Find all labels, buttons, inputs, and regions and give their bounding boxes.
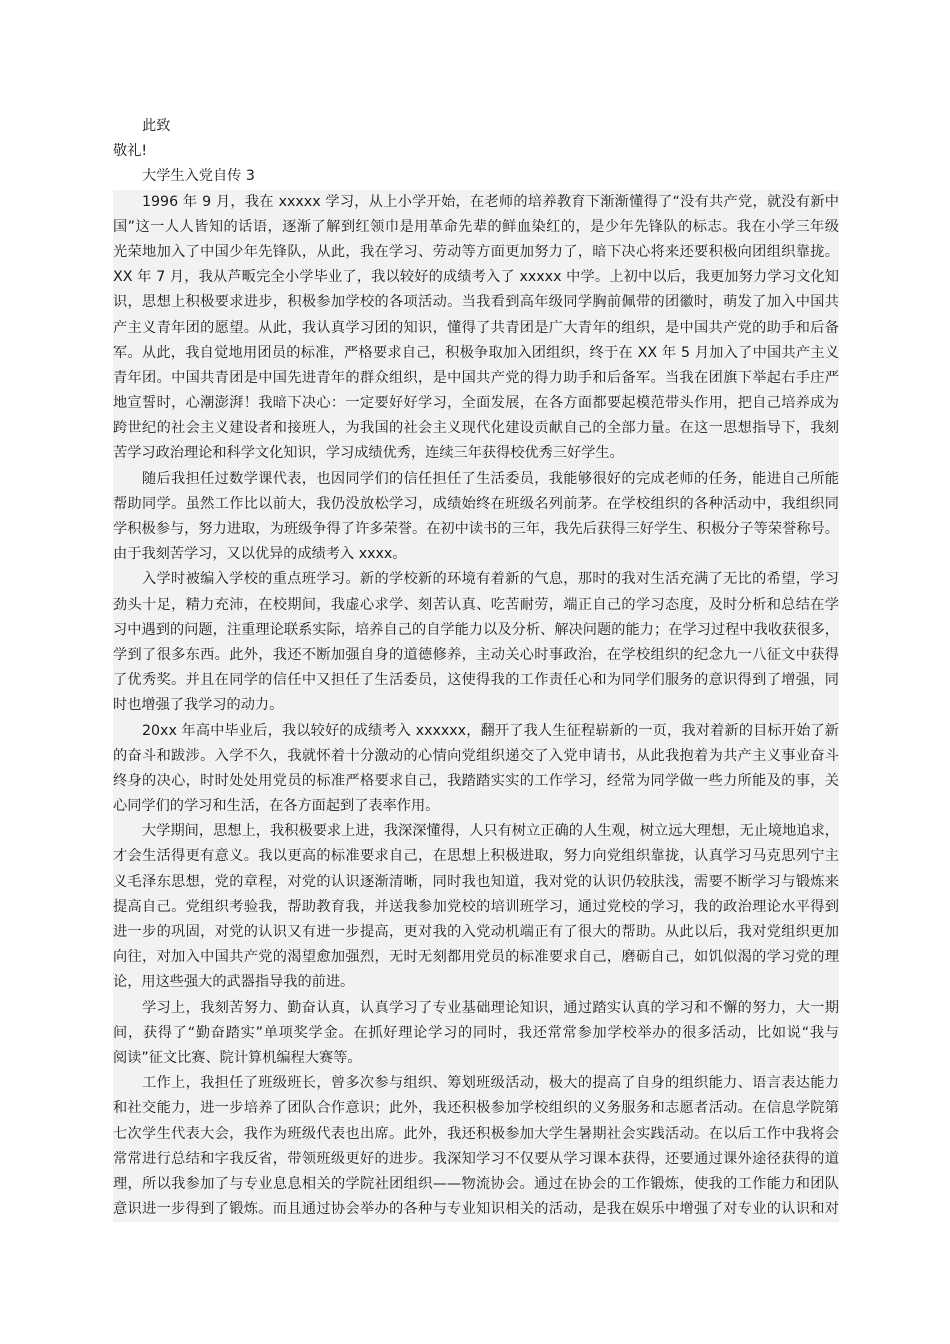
text-line: 理，所以我参加了与专业息息相关的学院社团组织——物流协会。通过在协会的工作锻炼，使我的工作能力和团队 xyxy=(113,1172,839,1197)
text-line: 了优秀奖。并且在同学的信任中又担任了生活委员，这使得我的工作责任心和为同学们服务的意识得到了增强，同 xyxy=(113,668,839,693)
text-line: 敬礼! xyxy=(113,143,148,160)
document-body xyxy=(113,114,839,1222)
text-line: 向往，对加入中国共产党的渴望愈加强烈，无时无刻都用党员的标准要求自己，磨砺自己，如饥似渴的学习党的理 xyxy=(113,945,839,970)
text-line: 七次学生代表大会，我作为班级代表也出席。此外，我还积极参加大学生暑期社会实践活动。在以后工作中我将会 xyxy=(113,1122,839,1147)
text-line: 帮助同学。虽然工作比以前大，我仍没放松学习，成绩始终在班级名列前茅。在学校组织的各种活动中，我组织同 xyxy=(113,492,839,517)
text-line: 军。从此，我自觉地用团员的标准，严格要求自己，积极争取加入团组织，终于在 XX 年 5 月加入了中国共产主义 xyxy=(113,341,839,366)
text-line: 此致 xyxy=(142,118,171,134)
text-line: 光荣地加入了中国少年先锋队，从此，我在学习、劳动等方面更加努力了，暗下决心将来还要积极向团组织靠拢。 xyxy=(113,240,839,265)
text-line: 随后我担任过数学课代表，也因同学们的信任担任了生活委员，我能够很好的完成老师的任务，能进自己所能 xyxy=(113,467,839,492)
text-line: 意识进一步得到了锻炼。而且通过协会举办的各种与专业知识相关的活动，是我在娱乐中增强了对专业的认识和对 xyxy=(113,1197,839,1222)
text-line: XX 年 7 月，我从芦畈完全小学毕业了，我以较好的成绩考入了 xxxxx 中学。上初中以后，我更加努力学习文化知 xyxy=(113,265,839,290)
text-line: 劲头十足，精力充沛，在校期间，我虚心求学、刻苦认真、吃苦耐劳，端正自己的学习态度，及时分析和总结在学 xyxy=(113,593,839,618)
text-line: 识，思想上积极要求进步，积极参加学校的各项活动。当我看到高年级同学胸前佩带的团徽时，萌发了加入中国共 xyxy=(113,290,839,315)
text-line: 常常进行总结和字我反省，带领班级更好的进步。我深知学习不仅要从学习课本获得，还要通过课外途径获得的道 xyxy=(113,1147,839,1172)
text-line: 间，获得了“勤奋踏实”单项奖学金。在抓好理论学习的同时，我还常常参加学校举办的很多活动，比如说“我与 xyxy=(113,1021,839,1046)
text-line: 学习上，我刻苦努力、勤奋认真，认真学习了专业基础理论知识，通过踏实认真的学习和不懈的努力，大一期 xyxy=(113,996,839,1021)
text-line: 时也增强了我学习的动力。 xyxy=(113,693,839,718)
text-line: 国”这一人人皆知的话语，逐渐了解到红领巾是用革命先辈的鲜血染红的，是少年先锋队的标志。我在小学三年级 xyxy=(113,215,839,240)
text-line: 大学生入党自传 3 xyxy=(142,168,255,185)
text-line: 义毛泽东思想，党的章程，对党的认识逐渐清晰，同时我也知道，我对党的认识仍较肤浅，需要不断学习与锻炼来 xyxy=(113,870,839,895)
text-line: 跨世纪的社会主义建设者和接班人，为我国的社会主义现代化建设贡献自己的全部力量。在这一思想指导下，我刻 xyxy=(113,416,839,441)
text-line: 习中遇到的问题，注重理论联系实际，培养自己的自学能力以及分析、解决问题的能力；在学习过程中我收获很多， xyxy=(113,618,839,643)
text-line: 的奋斗和跋涉。入学不久，我就怀着十分激动的心情向党组织递交了入党申请书，从此我抱着为共产主义事业奋斗 xyxy=(113,744,839,769)
text-line: 终身的决心，时时处处用党员的标准严格要求自己，我踏踏实实的工作学习，经常为同学做一些力所能及的事，关 xyxy=(113,769,839,794)
text-line: 才会生活得更有意义。我以更高的标准要求自己，在思想上积极进取，努力向党组织靠拢，认真学习马克思列宁主 xyxy=(113,844,839,869)
text-line: 由于我刻苦学习，又以优异的成绩考入 xxxx。 xyxy=(113,542,839,567)
text-line: 心同学们的学习和生活，在各方面起到了表率作用。 xyxy=(113,794,839,819)
text-line: 学积极参与，努力进取，为班级争得了许多荣誉。在初中读书的三年，我先后获得三好学生、积极分子等荣誉称号。 xyxy=(113,517,839,542)
text-line: 1996 年 9 月，我在 xxxxx 学习，从上小学开始，在老师的培养教育下渐渐懂得了“没有共产党，就没有新中 xyxy=(113,190,839,215)
text-line: 入学时被编入学校的重点班学习。新的学校新的环境有着新的气息，那时的我对生活充满了无比的希望，学习 xyxy=(113,567,839,592)
text-line: 20xx 年高中毕业后，我以较好的成绩考入 xxxxxx，翻开了我人生征程崭新的一页，我对着新的目标开始了新 xyxy=(113,719,839,744)
text-line: 进一步的巩固，对党的认识又有进一步提高，更对我的入党动机端正有了很大的帮助。从此以后，我对党组织更加 xyxy=(113,920,839,945)
text-line: 大学期间，思想上，我积极要求上进，我深深懂得，人只有树立正确的人生观，树立远大理想，无止境地追求， xyxy=(113,819,839,844)
text-line: 阅读”征文比赛、院计算机编程大赛等。 xyxy=(113,1046,839,1071)
text-line: 学到了很多东西。此外，我还不断加强自身的道德修养，主动关心时事政治，在学校组织的纪念九一八征文中获得 xyxy=(113,643,839,668)
text-line: 论，用这些强大的武器指导我的前进。 xyxy=(113,970,839,995)
text-line: 产主义青年团的愿望。从此，我认真学习团的知识，懂得了共青团是广大青年的组织，是中国共产党的助手和后备 xyxy=(113,316,839,341)
text-line: 工作上，我担任了班级班长，曾多次参与组织、筹划班级活动，极大的提高了自身的组织能力、语言表达能力 xyxy=(113,1071,839,1096)
text-line: 青年团。中国共青团是中国先进青年的群众组织，是中国共产党的得力助手和后备军。当我在团旗下举起右手庄严 xyxy=(113,366,839,391)
text-line: 地宣誓时，心潮澎湃！我暗下决心：一定要好好学习，全面发展，在各方面都要起模范带头作用，把自己培养成为 xyxy=(113,391,839,416)
text-line: 和社交能力，进一步培养了团队合作意识；此外，我还积极参加学校组织的义务服务和志愿者活动。在信息学院第 xyxy=(113,1096,839,1121)
text-line: 苦学习政治理论和科学文化知识，学习成绩优秀，连续三年获得校优秀三好学生。 xyxy=(113,441,839,466)
text-line: 提高自己。党组织考验我，帮助教育我，并送我参加党校的培训班学习，通过党校的学习，我的政治理论水平得到 xyxy=(113,895,839,920)
